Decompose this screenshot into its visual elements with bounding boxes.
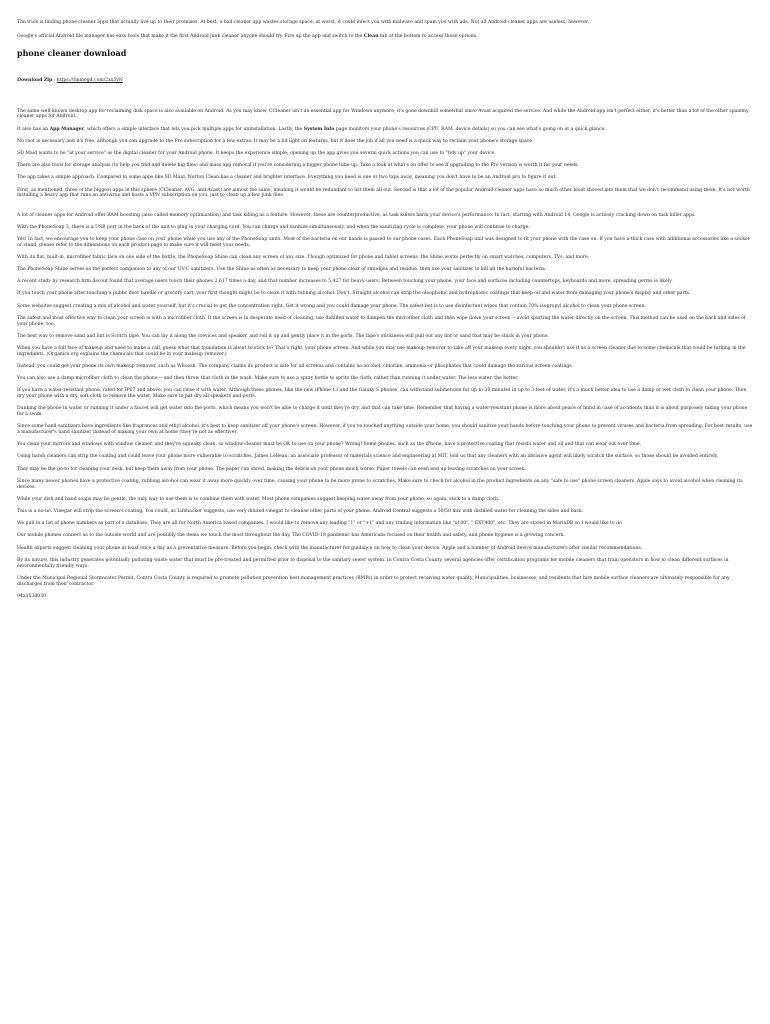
paragraph: The safest and most effective way to clean your screen is with a microfiber cloth. If the screen is in desperate need of cleaning, use distilled water to dampen the microfiber cloth and then wipe down your screen -- avoid spurting the water directly on the screen. This method can be used on the back and sides of your phone, too. — [17, 315, 746, 327]
paragraph: With the PhoneSoap 3, there is a USB port in the back of the unit to plug in your charging cord. You can charge and sanitize simultaneously, and when the sanitizing cycle is complete, your phone will continue to charge. — [17, 224, 530, 230]
section-gap — [17, 206, 754, 213]
paragraph: Since some hand sanitizers have ingredients like fragrances and ethyl alcohol, it's best to keep sanitizer off your phone's screen. However, if you've touched anything outside your home, you should sanitize your hands before touching your phone to prevent viruses and bacteria from spreading. For best results, use a manufacturer's hand sanitizer instead of making your own at home (they're not as effective). — [17, 424, 753, 436]
section-apps — [17, 109, 754, 200]
paragraph: If you have a water-resistant phone, rated for IP67 and above, you can rinse it with water. Although these phones, like the new iPhone 13 and the Galaxy S phones, can withstand submersion for up to 30 minutes in up to 3 feet of water, it's a much better idea to use a damp or wet cloth to clean your phone. Then dry your phone with a dry, soft cloth to remove the water. Make sure to pat dry all speakers and ports. — [17, 388, 747, 400]
paragraph: While your dish and hand soaps may be gentle, the only way to use them is to combine them with water. Most phone companies suggest keeping water away from your phone, so again, stick to a damp cloth. — [17, 496, 500, 502]
download-line: Download Zip : https://tinmegd.com/2xx5vN — [17, 77, 123, 83]
download-label: Download Zip — [17, 77, 53, 83]
paragraph: By its nature, this industry generates potentially polluting waste water that must be pre-treated and permitted prior to disposal to the sanitary sewer system. In Contra Costa County, several agencies offer certification programs for mobile cleaners that train operators in how to clean different surfaces in environmentally friendly ways. — [17, 557, 729, 569]
paragraph: There are also tools for storage analysis (to help you find and delete big files) and mass app removal if you're considering a bigger phone tune-up. Take a look at what's on offer to see if upgrading to the Pro version is worth it for your needs. — [17, 163, 579, 169]
download-link[interactable]: https://tinmegd.com/2xx5vN — [56, 77, 123, 83]
paragraph: You can also use a damp microfiber cloth to clean the phone -- and then throw that cloth in the wash. Make sure to use a spray bottle to spritz the cloth, rather than running it under water. The less water, the better. — [17, 376, 519, 382]
paragraph: Since many newer phones have a protective coating, rubbing alcohol can wear it away more quickly over time, causing your phone to be more prone to scratches. Make sure to check for alcohol in the product ingredients on any "safe to use" phone screen cleaners. Apple says to avoid alcohol when cleaning its devices. — [17, 478, 743, 490]
paragraph: Our mobile phones connect us to the outside world and are possibly the items we touch the most throughout the day. The COVID-19 pandemic has Americans focused on their health and safety, and phone hygiene is a growing concern. — [17, 533, 565, 539]
paragraph: Instead, you could get your phone its own makeup remover, such as Whoosh. The company claims its product is safe for all screens and contains no alcohol, chlorine, ammonia or phosphates that could damage the various screen coatings. — [17, 363, 574, 369]
footer-id: 94a153d030 — [17, 593, 47, 599]
paragraph: SD Maid wants to be "at your service" as the digital cleaner for your Android phone. It keeps the experience simple; opening up the app gives you several quick actions you can use to "tidy up" your device. — [17, 150, 496, 156]
paragraph: Using harsh cleaners can strip the coating and could leave your phone more vulnerable to scratches. James LeBeau, an associate professor of materials science and engineering at MIT, told us that any cleaners with an abrasive agent will likely scratch the surface, so those should be avoided entirely. — [17, 454, 719, 460]
paragraph: Health experts suggest cleaning your phone at least once a day as a preventative measure. Before you begin, check with the manufacturer for guidance on how to clean your device. Apple and a number of Android device manufacturers offer similar recommendations. — [17, 545, 643, 551]
paragraph: The same well-known desktop app for reclaiming disk space is also available on Android. As you may know, CCleaner isn't an essential app for Windows anymore; it's gone downhill somewhat since Avast acquired the service. And while the Android app isn't perfect either, it's better than a lot of the other spammy cleaner apps for Android. — [17, 108, 749, 120]
paragraph: It also has an App Manager, which offers a simple interface that lets you pick multiple apps for uninstallation. Lastly, the System Info page monitors your phone's resources (CPU, RAM, device details) so you can see what's going on at a quick glance. — [17, 126, 606, 132]
intro-paragraph-2: Google's official Android file manager has easy tools that make it the first Android junk cleaner anyone should try. Fire up the app and switch to the Clean tab at the bottom to access those options. — [17, 33, 478, 39]
paragraph: With its flat, built-in, microfiber fabric face on one side of the bottle, the PhoneSoap Shine can clean any screen of any size. Though optimized for phone and tablet screens, the Shine works perfectly on smart watches, computers, TVs, and more. — [17, 254, 590, 260]
paragraph: Under the Municipal Regional Stormwater Permit, Contra Costa County is required to promote pollution prevention best management practices (BMPs) in order to protect receiving water quality. Municipalities, businesses, and residents that hire mobile surface cleaners are ultimately responsible for any discharges from their contractor. — [17, 575, 730, 587]
paragraph: We pull in a list of phone numbers as part of a database. They are all for North America based companies. I would like to remove any leading "1" or "+1" and any trailing information like "x100", " EXT400", etc. They are stored in MariaDB so I would like to do — [17, 521, 622, 527]
paragraph: Yes! In fact, we encourage you to keep your phone case on your phone while you use any of the PhoneSoap units. Most of the bacteria on our hands is passed to our phone cases. Each PhoneSoap unit was designed to fit your phone with the case on. If you have a thick case with additional accessories like a socket or stand, please refer to the dimensions on each product page to make sure it will meet your needs. — [17, 236, 750, 248]
paragraph: When you have a full face of makeup and need to make a call, guess what that foundation is about to stick to? That's right, your phone screen. And while you may use makeup remover to take off your makeup every night, you shouldn't use it as a screen cleaner due to some chemicals that could be lurking in the ingredients. (Organics.org explains the chemicals that could be in your makeup remover.) — [17, 345, 746, 357]
paragraph: A recent study by research firm dscout found that average users touch their phones 2,617 times a day, and that number increases to 5,427 for heavy users. Between touching your phone, your face and surfaces including countertops, keyboards and more, spreading germs is likely. — [17, 279, 673, 285]
paragraph: The PhoneSoap Shine serves as the perfect companion to any of our UV-C sanitizers. Use the Shine as often as necessary to keep your phone clear of smudges and residue, then use your sanitizer to kill all the harmful bacteria. — [17, 267, 547, 273]
paragraph: No root is necessary and it's free, although you can upgrade to the Pro subscription for a few extras. It may be a bit light on features, but it does the job if all you need is a quick way to reclaim your phone's storage space. — [17, 138, 534, 144]
paragraph: This is a no-no. Vinegar will strip the screen's coating. You could, as Lifehacker suggests, use very diluted vinegar to cleanse other parts of your phone. Android Central suggests a 50/50 mix with distilled water for cleaning the sides and back. — [17, 509, 584, 515]
page-title: phone cleaner download — [17, 47, 127, 58]
paragraph: You clean your mirrors and windows with window cleaner, and they're squeaky clean, so window cleaner must be OK to use on your phone? Wrong! Some phones, such as the iPhone, have a protective coating that resists water and oil and that can wear out over time. — [17, 442, 642, 448]
emphasis: Clean — [363, 33, 379, 39]
paragraph: The app takes a simple approach. Compared to some apps like SD Maid, Norton Clean has a cleaner and brighter interface. Everything you need is one or two taps away, meaning you don't have to be an Android pro to figure it out. — [17, 175, 557, 181]
paragraph: First, as mentioned, three of the biggest apps in this sphere (CCleaner, AVG, and Avast) are almost the same, meaning it would be redundant to list them all out. Second is that a lot of the popular Android cleaner apps have so much other bloat shoved into them that we don't recommend using them. It's not worth installing a heavy app that runs an antivirus and hosts a VPN subscription on you, just to clean up a few junk files. — [17, 187, 750, 199]
intro-paragraph-1: The trick is finding phone cleaner apps that actually live up to their promises. At best, a bad cleaner app wastes storage space; at worst, it could infect you with malware and spam you with ads. Not all Android cleaner apps are useless, however. — [17, 20, 590, 25]
paragraph: They may be the go-to for cleaning your desk, but keep them away from your phone. The paper can shred, making the debris on your phone much worse. Paper towels can even end up leaving scratches on your screen. — [17, 466, 527, 472]
paragraph: Some websites suggest creating a mix of alcohol and water yourself, but it's crucial to get the concentration right. Get it wrong and you could damage your phone. The safest bet is to use disinfectant wipes that contain 70% isopropyl alcohol to clean your phone screen. — [17, 303, 646, 309]
emphasis: System Info — [303, 126, 335, 132]
paragraph: If you touch your phone after touching a public door handle or grocery cart, your first thought might be to clean it with rubbing alcohol. Don't. Straight alcohol can strip the oleophobic and hydrophobic coatings that keep oil and water from damaging your phone's display and other parts. — [17, 291, 691, 297]
paragraph: Dunking the phone in water or running it under a faucet will get water into the ports, which means you won't be able to charge it until they're dry, and that can take time. Remember that having a water-resistant phone is more about peace of mind in case of accidents than it is about purposely taking your phone for a swim. — [17, 406, 748, 418]
section-cleaning — [17, 213, 754, 588]
intro-section — [17, 20, 754, 40]
paragraph: The best way to remove sand and lint is Scotch tape. You can lay it along the crevices and speaker, and roll it up and gently place it in the ports. The tape's stickiness will pull out any lint or sand that may be stuck in your phone. — [17, 333, 550, 339]
emphasis: App Manager — [49, 126, 85, 132]
paragraph: A lot of cleaner apps for Android offer RAM boosting (also called memory optimization) and task killing as a feature. However, these are counterproductive, as task killers harm your device's performance. In fact, starting with Android 14, Google is actively cracking down on task killer apps. — [17, 212, 696, 218]
